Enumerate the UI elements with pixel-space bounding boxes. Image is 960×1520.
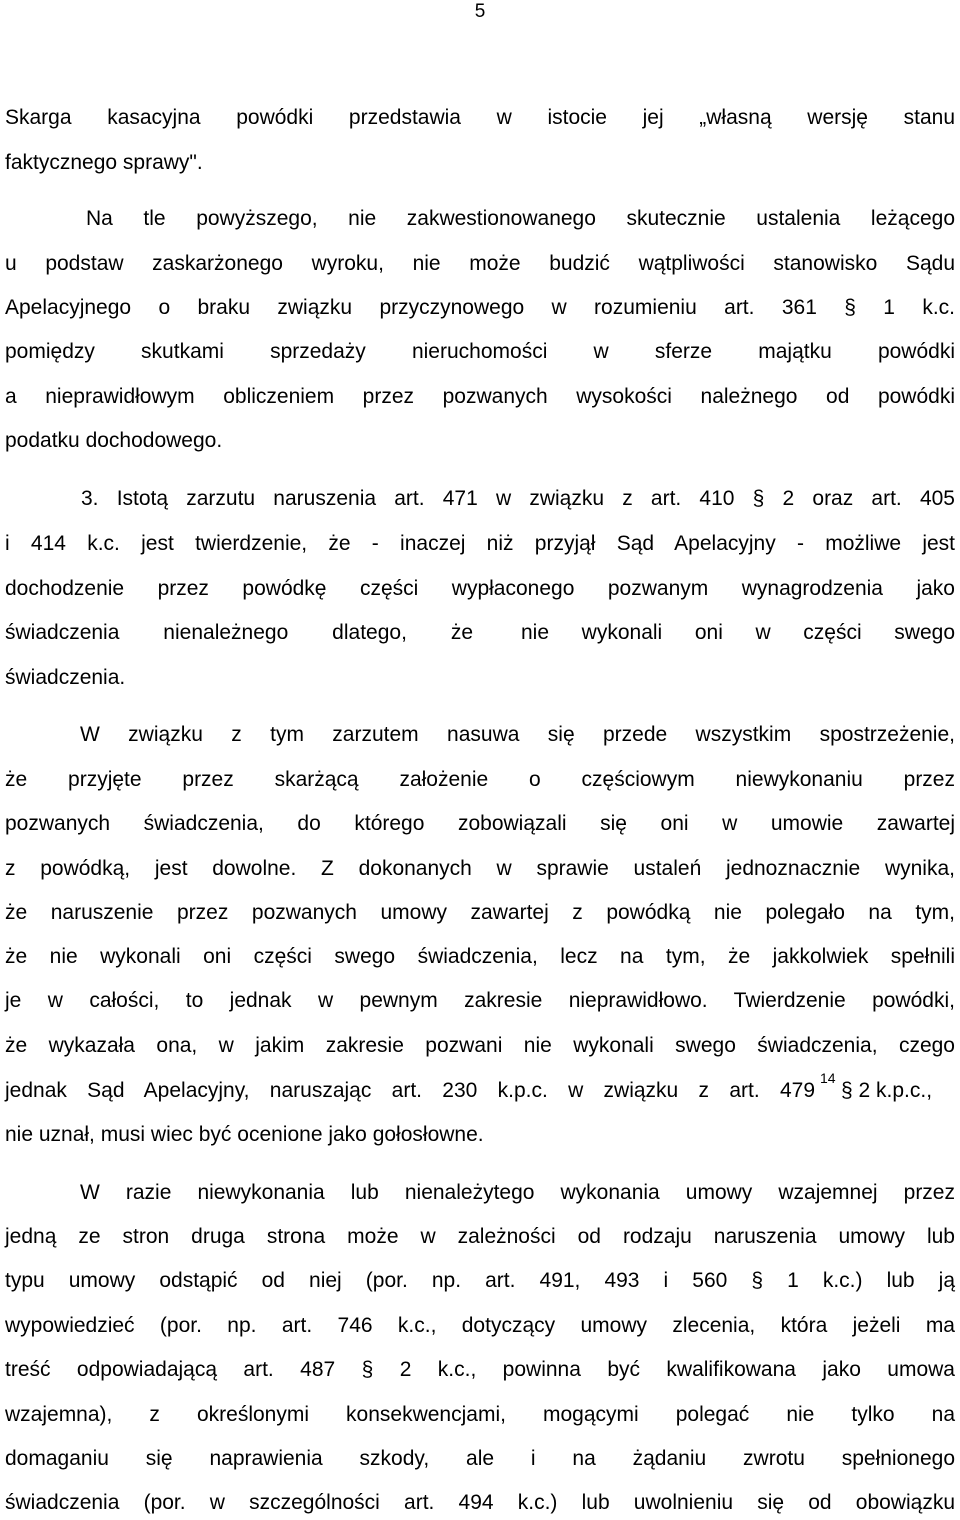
text-line: nie wykonali oni w części swego (521, 621, 955, 644)
text-line: wypowiedzieć (por. np. art. 746 k.c., dotyczący umowy zlecenia, która jeżeli ma (5, 1314, 955, 1337)
text-line: 3. Istotą zarzutu naruszenia art. 471 w związku z art. 410 § 2 oraz art. 405 (81, 487, 955, 510)
text-line: jednak Sąd Apelacyjny, naruszając art. 230 k.p.c. w związku z art. 479 (5, 1079, 815, 1102)
text-line: W razie niewykonania lub nienależytego wykonania umowy wzajemnej przez (80, 1181, 955, 1204)
text-line: wzajemna), z określonymi konsekwencjami, mogącymi polegać nie tylko na (5, 1403, 955, 1426)
text-line: pomiędzy skutkami sprzedaży nieruchomości w sferze majątku powódki (5, 340, 955, 363)
text-line: świadczenia. (5, 666, 126, 689)
text-line: Na tle powyższego, nie zakwestionowanego skutecznie ustalenia leżącego (86, 207, 955, 230)
text-line: je w całości, to jednak w pewnym zakresie nieprawidłowo. Twierdzenie powódki, (5, 989, 955, 1012)
text-line: faktycznego sprawy". (5, 151, 203, 174)
text-line: domaganiu się naprawienia szkody, ale i na żądaniu zwrotu spełnionego (5, 1447, 955, 1470)
text-line: że nie wykonali oni części swego świadczenia, lecz na tym, że jakkolwiek spełnili (5, 945, 955, 968)
text-line: podatku dochodowego. (5, 429, 223, 452)
text-line: i 414 k.c. jest twierdzenie, że - inaczej niż przyjął Sąd Apelacyjny - możliwe jest (5, 532, 955, 555)
text-line: dochodzenie przez powódkę części wypłaconego pozwanym wynagrodzenia jako (5, 577, 955, 600)
text-line: a nieprawidłowym obliczeniem przez pozwanych wysokości należnego od powódki (5, 385, 955, 408)
text-line: świadczenia nienależnego dlatego, że (5, 621, 473, 644)
text-line: W związku z tym zarzutem nasuwa się przede wszystkim spostrzeżenie, (80, 723, 955, 746)
text-line: jedną ze stron druga strona może w zależności od rodzaju naruszenia umowy lub (5, 1225, 955, 1248)
text-line: typu umowy odstąpić od niej (por. np. art. 491, 493 i 560 § 1 k.c.) lub ją (5, 1269, 955, 1292)
text-line: § 2 k.p.c., (841, 1079, 933, 1102)
text-line: Skarga kasacyjna powódki przedstawia w istocie jej „własną wersję stanu (5, 106, 955, 129)
text-line: że przyjęte przez skarżącą założenie o częściowym niewykonaniu przez (5, 768, 955, 791)
text-line: u podstaw zaskarżonego wyroku, nie może budzić wątpliwości stanowisko Sądu (5, 252, 955, 275)
text-line: nie uznał, musi wiec być ocenione jako gołosłowne. (5, 1123, 484, 1146)
superscript: 14 (820, 1070, 836, 1086)
page-number: 5 (474, 1, 486, 22)
text-line: że naruszenie przez pozwanych umowy zawartej z powódką nie polegało na tym, (5, 901, 955, 924)
text-line: że wykazała ona, w jakim zakresie pozwani nie wykonali swego świadczenia, czego (5, 1034, 955, 1057)
text-line: Apelacyjnego o braku związku przyczynowego w rozumieniu art. 361 § 1 k.c. (5, 296, 955, 319)
text-line: z powódką, jest dowolne. Z dokonanych w sprawie ustaleń jednoznacznie wynika, (5, 857, 955, 880)
text-line: treść odpowiadającą art. 487 § 2 k.c., powinna być kwalifikowana jako umowa (5, 1358, 955, 1381)
text-line: pozwanych świadczenia, do którego zobowiązali się oni w umowie zawartej (5, 812, 955, 835)
text-line: świadczenia (por. w szczególności art. 494 k.c.) lub uwolnieniu się od obowiązku (5, 1491, 955, 1514)
